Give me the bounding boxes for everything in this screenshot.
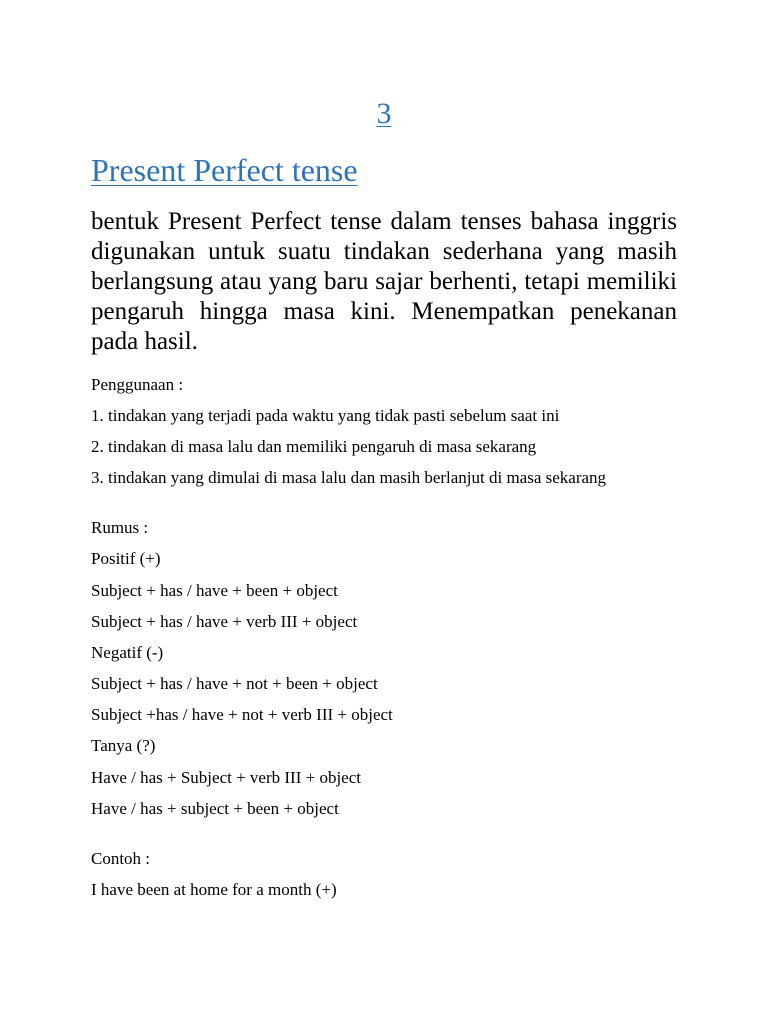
page-number: 3 (376, 97, 392, 130)
negative-formula-1: Subject + has / have + not + been + object (91, 674, 378, 693)
question-formula-2: Have / has + subject + been + object (91, 799, 339, 818)
usage-item-1: 1. tindakan yang terjadi pada waktu yang tidak pasti sebelum saat ini (91, 406, 560, 425)
usage-item-3: 3. tindakan yang dimulai di masa lalu dan masih berlanjut di masa sekarang (91, 468, 607, 487)
negative-label: Negatif (-) (91, 643, 164, 662)
positive-formula-1: Subject + has / have + been + object (91, 581, 338, 600)
section-title: Present Perfect tense (91, 152, 358, 188)
formula-heading: Rumus : (91, 518, 149, 537)
usage-heading: Penggunaan : (91, 375, 184, 394)
negative-formula-2: Subject +has / have + not + verb III + object (91, 705, 393, 724)
example-item-1: I have been at home for a month (+) (91, 880, 337, 899)
question-formula-1: Have / has + Subject + verb III + object (91, 768, 361, 787)
positive-formula-2: Subject + has / have + verb III + object (91, 612, 358, 631)
intro-paragraph: bentuk Present Perfect tense dalam tenses bahasa inggris digunakan untuk suatu tindakan sederhana yang masih berlangsung atau yang baru sajar berhenti, tetapi memiliki pengaruh hingga masa kini. Menempatkan penekanan pada hasil. (91, 208, 677, 355)
question-label: Tanya (?) (91, 736, 156, 755)
examples-heading: Contoh : (91, 849, 151, 868)
usage-item-2: 2. tindakan di masa lalu dan memiliki pengaruh di masa sekarang (91, 437, 537, 456)
positive-label: Positif (+) (91, 549, 161, 568)
